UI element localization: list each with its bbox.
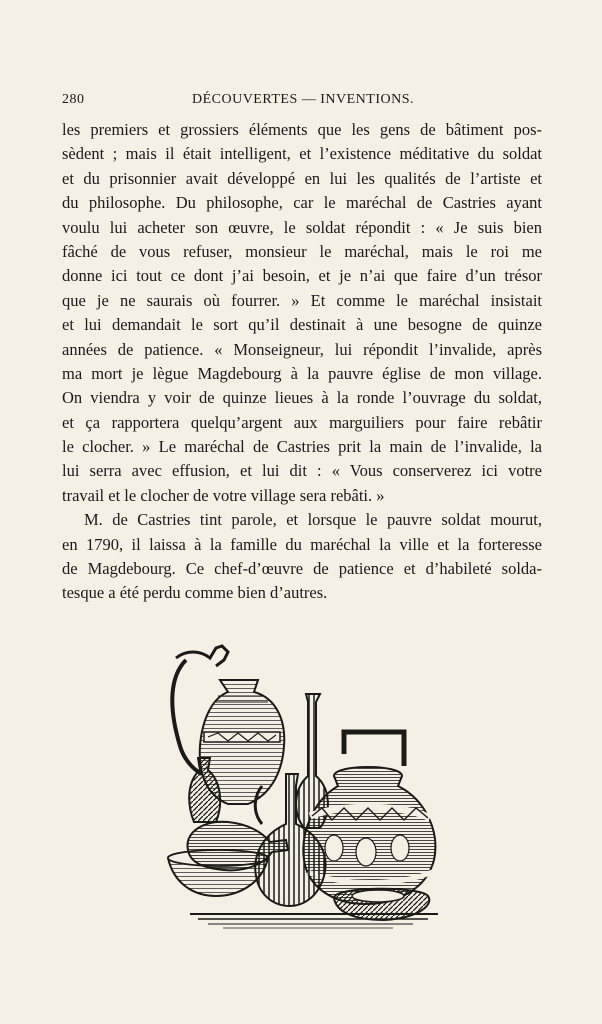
oil-lamp (334, 889, 429, 920)
text-line: donne ici tout ce dont j’ai besoin, et je n’ai que faire d’un trésor (62, 266, 542, 286)
text-line: voulu lui acheter son œuvre, le soldat répondit : « Je suis bien (62, 217, 542, 237)
text-line: que je ne saurais où fourrer. » Et comme le maréchal insistait (62, 290, 542, 310)
text-line: sèdent ; mais il était intelligent, et l’existence méditative du soldat (62, 144, 542, 164)
text-line: On viendra y voir de quinze lieues à la ronde l’ouvrage du soldat, (62, 388, 542, 408)
text-line: lui serra avec effusion, et lui dit : « Vous conserverez ici votre (62, 461, 542, 481)
handled-jug (172, 646, 284, 804)
text-line: les premiers et grossiers éléments que les gens de bâtiment pos- (62, 120, 542, 139)
text-line: et du prisonnier avait développé en lui les qualités de l’artiste et (62, 168, 542, 188)
text-line: M. de Castries tint parole, et lorsque le pauvre soldat mourut, (84, 510, 542, 530)
running-title: DÉCOUVERTES — INVENTIONS. (191, 92, 415, 107)
text-line: travail et le clocher de votre village sera rebâti. » (62, 485, 385, 505)
text-line: et ça rapportera quelqu’argent aux marguiliers pour faire rebâtir (62, 412, 542, 432)
text-line: en 1790, il laissa à la famille du maréchal la ville et la forteresse (62, 534, 542, 554)
text-line: et lui demandait le sort qu’il destinait à une besogne de quinze (62, 315, 542, 335)
page-number: 280 (62, 92, 85, 107)
text-line: de Magdebourg. Ce chef-d’œuvre de patience et d’habileté solda- (62, 559, 542, 579)
text-line: du philosophe. Du philosophe, car le maréchal de Castries ayant (62, 193, 542, 213)
text-line: ma mort je lègue Magdebourg à la pauvre église de mon village. (62, 363, 542, 383)
body-text (62, 118, 542, 606)
running-head (62, 92, 544, 112)
text-line: tesque a été perdu comme bien d’autres. (62, 583, 328, 603)
pottery-engraving (158, 636, 458, 936)
text-line: années de patience. « Monseigneur, lui répondit l’invalide, après (62, 339, 542, 359)
text-line: fâché de vous refuser, monsieur le maréchal, mais le roi me (62, 241, 542, 261)
text-line: le clocher. » Le maréchal de Castries prit la main de l’invalide, la (62, 437, 542, 457)
